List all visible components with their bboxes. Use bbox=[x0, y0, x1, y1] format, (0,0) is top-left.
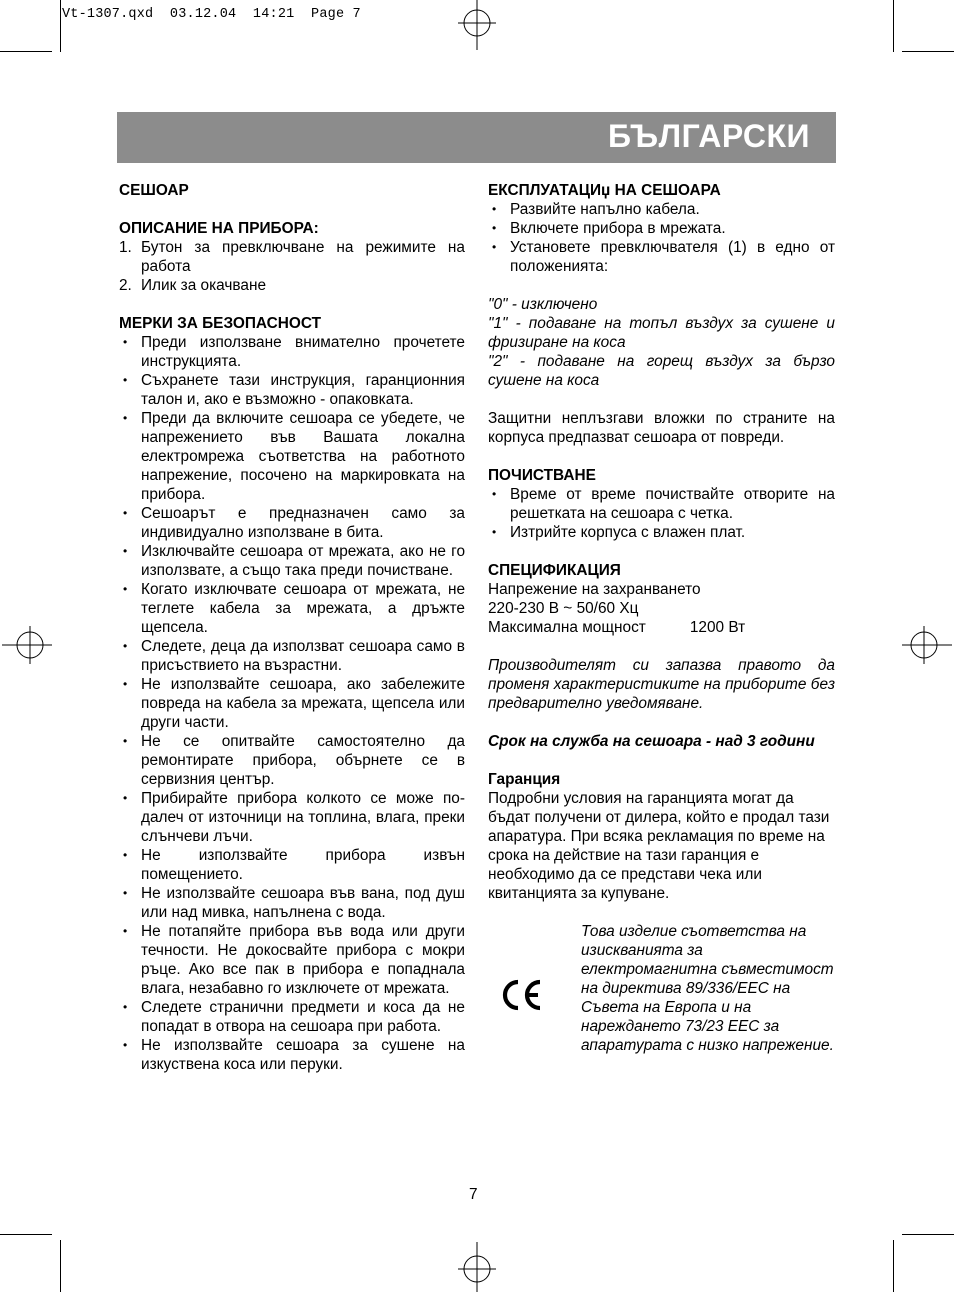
mode-0: "0" - изключено bbox=[488, 296, 598, 313]
ce-mark-icon bbox=[500, 978, 544, 1012]
product-title: СЕШОАР bbox=[119, 182, 189, 199]
list-item: • Не потапяйте прибора във вода или други течности. Не докосвайте прибора с мокри ръце. Ако все пак в прибора е попаднала влага, незабавно го изключете от мрежата. bbox=[123, 923, 465, 997]
cleaning-list bbox=[488, 485, 835, 542]
right-column bbox=[488, 181, 835, 1076]
list-item: • Когато изключвате сешоара от мрежата, не теглете кабела за мрежата, а дръжте щепсела. bbox=[123, 581, 465, 636]
disclaimer: Производителят си запазва правото да променя характеристиките на приборите без предварително уведомяване. bbox=[488, 657, 835, 712]
crop-mark-tl-v bbox=[60, 0, 61, 52]
list-item: • Преди използване внимателно прочетете инструкцията. bbox=[123, 334, 465, 370]
operation-heading: ЕКСПЛУАТАЦИџ НА СЕШОАРА bbox=[488, 182, 721, 199]
spec-power-row bbox=[488, 618, 835, 637]
spec-supply-value: 220-230 В ~ 50/60 Хц bbox=[488, 600, 639, 617]
crop-mark-br-v bbox=[893, 1240, 894, 1292]
list-item: • Прибирайте прибора колкото се може по-далеч от източници на топлина, влага, преки слънчеви лъчи. bbox=[123, 790, 465, 845]
cleaning-heading: ПОЧИСТВАНЕ bbox=[488, 467, 596, 484]
list-item: • Не използвайте прибора извън помещението. bbox=[123, 847, 465, 883]
crop-mark-bl-v bbox=[60, 1240, 61, 1292]
crop-mark-bl-h bbox=[0, 1234, 52, 1235]
ce-compliance-text: Това изделие съответства на изискванията за електромагнитна съвместимост на директива 89/336/ЕЕС на Съвета на Европа и на нареждането 73/23 ЕЕС за апаратурата с низко напрежение. bbox=[581, 923, 834, 1054]
description-heading: ОПИСАНИЕ НА ПРИБОРА: bbox=[119, 220, 319, 237]
list-item: 2. Илик за окачване bbox=[119, 277, 267, 294]
list-item: • Преди да включите сешоара се убедете, че напрежението във Вашата локална електромрежа съответства на работното напрежение, посочено на маркировката на прибора. bbox=[123, 410, 465, 503]
print-slug: Vt-1307.qxd 03.12.04 14:21 Page 7 bbox=[62, 7, 361, 22]
list-item: • Не използвайте сешоара във вана, под душ или над мивка, напълнена с вода. bbox=[123, 885, 465, 921]
list-item: • Следете, деца да използват сешоара само в присъствието на възрастни. bbox=[123, 638, 465, 674]
list-item: • Развийте напълно кабела. bbox=[492, 201, 700, 218]
list-item: • Време от време почиствайте отворите на решетката на сешоара с четка. bbox=[492, 486, 835, 522]
crop-mark-tr-v bbox=[893, 0, 894, 52]
spec-power-value: 1200 Вт bbox=[689, 619, 746, 636]
page-number: 7 bbox=[469, 1186, 478, 1203]
warranty-text: Подробни условия на гаранцията могат да бъдат получени от дилера, който е продал тази апаратура. При всяка рекламация по време на срока на действие на тази гаранция е необходимо да се представи чека или квитанцията за купуване. bbox=[488, 790, 830, 902]
list-item: • Изключвайте сешоара от мрежата, ако не го използвате, а също така преди почистване. bbox=[123, 543, 465, 579]
banner-title: БЪЛГАРСКИ bbox=[608, 118, 810, 154]
list-item: • Съхранете тази инструкция, гаранционния талон и, ако е възможно - опаковката. bbox=[123, 372, 465, 408]
list-item: • Не използвайте сешоара за сушене на изкуствена коса или перуки. bbox=[123, 1037, 465, 1073]
spec-supply-label: Напрежение на захранването bbox=[488, 581, 701, 598]
safety-heading: МЕРКИ ЗА БЕЗОПАСНОСТ bbox=[119, 315, 321, 332]
list-item: • Сешоарът е предназначен само за индивидуално използване в бита. bbox=[123, 505, 465, 541]
list-item: • Не използвайте сешоара, ако забележите повреда на кабела за мрежата, щепсела или други части. bbox=[123, 676, 465, 731]
spec-power-label: Максимална мощност bbox=[488, 619, 646, 636]
list-item: • Не се опитвайте самостоятелно да ремонтирате прибора, обърнете се в сервизния център. bbox=[123, 733, 465, 788]
registration-mark-icon bbox=[902, 620, 952, 670]
list-item: 1. Бутон за превключване на режимите на работа bbox=[119, 239, 465, 275]
list-item: • Изтрийте корпуса с влажен плат. bbox=[492, 524, 746, 541]
ce-block bbox=[488, 922, 835, 1076]
left-column bbox=[119, 181, 465, 1074]
description-list bbox=[119, 238, 465, 295]
mode-2: "2" - подаване на горещ въздух за бързо сушене на коса bbox=[488, 353, 835, 389]
spec-heading: СПЕЦИФИКАЦИЯ bbox=[488, 562, 621, 579]
language-banner bbox=[117, 112, 836, 163]
registration-mark-icon bbox=[452, 0, 502, 50]
warranty-heading: Гаранция bbox=[488, 771, 561, 788]
list-item: • Включете прибора в мрежата. bbox=[492, 220, 726, 237]
operation-list bbox=[488, 200, 835, 276]
safety-list bbox=[119, 333, 465, 1074]
crop-mark-tr-h bbox=[902, 51, 954, 52]
mode-1: "1" - подаване на топъл въздух за сушене и фризиране на коса bbox=[488, 315, 835, 351]
pads-note: Защитни неплъзгави вложки по страните на корпуса предпазват сешоара от повреди. bbox=[488, 410, 835, 446]
list-item: • Установете превключвателя (1) в едно от положенията: bbox=[492, 239, 835, 275]
crop-mark-tl-h bbox=[0, 51, 52, 52]
service-life: Срок на служба на сешоара - над 3 години bbox=[488, 733, 815, 750]
registration-mark-icon bbox=[2, 620, 52, 670]
registration-mark-icon bbox=[452, 1242, 502, 1292]
list-item: • Следете странични предмети и коса да не попадат в отвора на сешоара при работа. bbox=[123, 999, 465, 1035]
crop-mark-br-h bbox=[902, 1234, 954, 1235]
